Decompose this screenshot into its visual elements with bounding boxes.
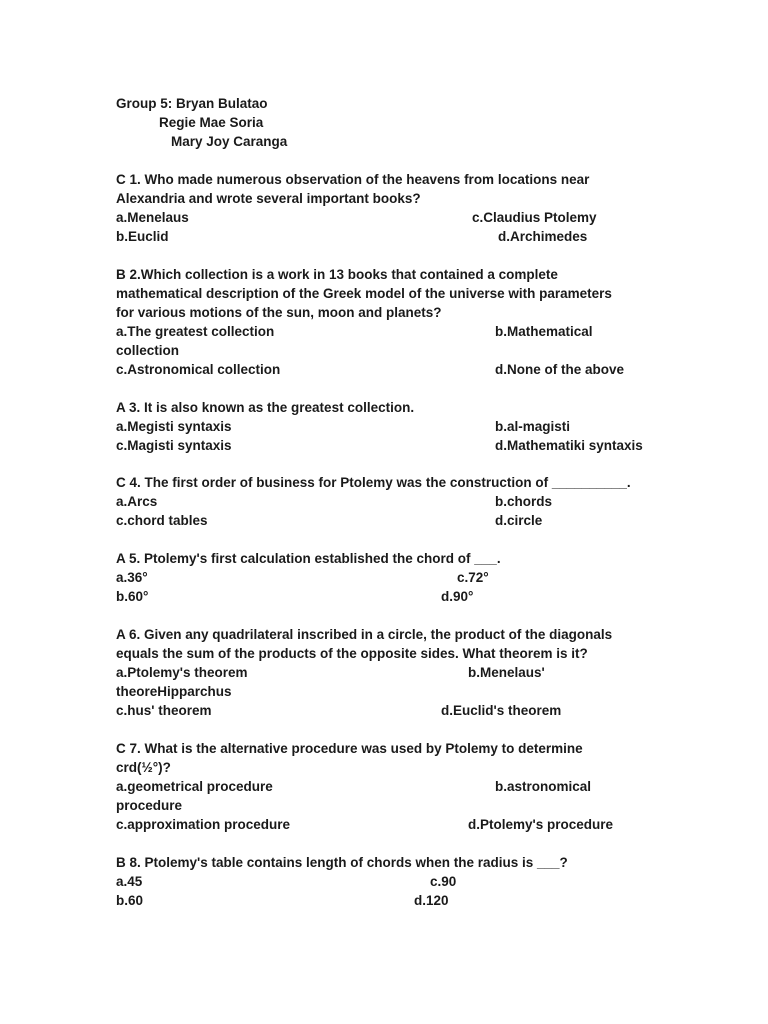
question-4-text: C 4. The first order of business for Ptolemy was the construction of __________.	[116, 475, 631, 490]
question-5-option-d: d.90°	[441, 589, 474, 604]
question-2-text: for various motions of the sun, moon and planets?	[116, 305, 442, 320]
question-6-option-b: b.Menelaus'	[468, 665, 545, 680]
question-4-option-a: a.Arcs	[116, 494, 158, 509]
question-4-option-d: d.circle	[495, 513, 543, 528]
question-4-option-b: b.chords	[495, 494, 553, 509]
question-8-text: B 8. Ptolemy's table contains length of chords when the radius is ___?	[116, 855, 568, 870]
question-8-option-a: a.45	[116, 874, 143, 889]
question-5-option-b: b.60°	[116, 589, 149, 604]
question-7-option-d: d.Ptolemy's procedure	[468, 817, 613, 832]
question-7-option-c: c.approximation procedure	[116, 817, 291, 832]
question-8-option-c: c.90	[430, 874, 457, 889]
question-3-option-b: b.al-magisti	[495, 419, 571, 434]
question-5-text: A 5. Ptolemy's first calculation established the chord of ___.	[116, 551, 501, 566]
question-5-option-c: c.72°	[457, 570, 489, 585]
question-7-option-b: b.astronomical	[495, 779, 592, 794]
question-7-option-a: a.geometrical procedure	[116, 779, 273, 794]
question-3-option-c: c.Magisti syntaxis	[116, 438, 232, 453]
question-4-option-c: c.chord tables	[116, 513, 208, 528]
question-2-option-d: d.None of the above	[495, 362, 625, 377]
group-heading: Group 5: Bryan Bulatao	[116, 96, 268, 111]
question-1-option-d: d.Archimedes	[498, 229, 588, 244]
question-6-text: A 6. Given any quadrilateral inscribed in a circle, the product of the diagonals	[116, 627, 613, 642]
question-6-option-b-continued: theoreHipparchus	[116, 684, 232, 699]
question-2-text: mathematical description of the Greek model of the universe with parameters	[116, 286, 612, 301]
question-2-option-c: c.Astronomical collection	[116, 362, 281, 377]
question-1-option-a: a.Menelaus	[116, 210, 189, 225]
question-6-option-d: d.Euclid's theorem	[441, 703, 562, 718]
question-6-option-a: a.Ptolemy's theorem	[116, 665, 248, 680]
question-1-text: Alexandria and wrote several important books?	[116, 191, 421, 206]
question-7-text: crd(½°)?	[116, 760, 171, 775]
question-7-option-b-continued: procedure	[116, 798, 183, 813]
question-2-text: B 2.Which collection is a work in 13 books that contained a complete	[116, 267, 558, 282]
question-2-option-a: a.The greatest collection	[116, 324, 275, 339]
question-7-text: C 7. What is the alternative procedure was used by Ptolemy to determine	[116, 741, 583, 756]
member-name: Mary Joy Caranga	[171, 134, 288, 149]
question-1-option-c: c.Claudius Ptolemy	[472, 210, 597, 225]
question-6-text: equals the sum of the products of the opposite sides. What theorem is it?	[116, 646, 588, 661]
question-2-option-b: b.Mathematical	[495, 324, 593, 339]
question-6-option-c: c.hus' theorem	[116, 703, 212, 718]
question-2-option-b-continued: collection	[116, 343, 180, 358]
question-8-option-d: d.120	[414, 893, 449, 908]
question-5-option-a: a.36°	[116, 570, 148, 585]
question-1-option-b: b.Euclid	[116, 229, 169, 244]
question-1-text: C 1. Who made numerous observation of the heavens from locations near	[116, 172, 590, 187]
question-3-option-d: d.Mathematiki syntaxis	[495, 438, 643, 453]
question-3-text: A 3. It is also known as the greatest collection.	[116, 400, 415, 415]
member-name: Regie Mae Soria	[159, 115, 264, 130]
question-3-option-a: a.Megisti syntaxis	[116, 419, 232, 434]
question-8-option-b: b.60	[116, 893, 144, 908]
